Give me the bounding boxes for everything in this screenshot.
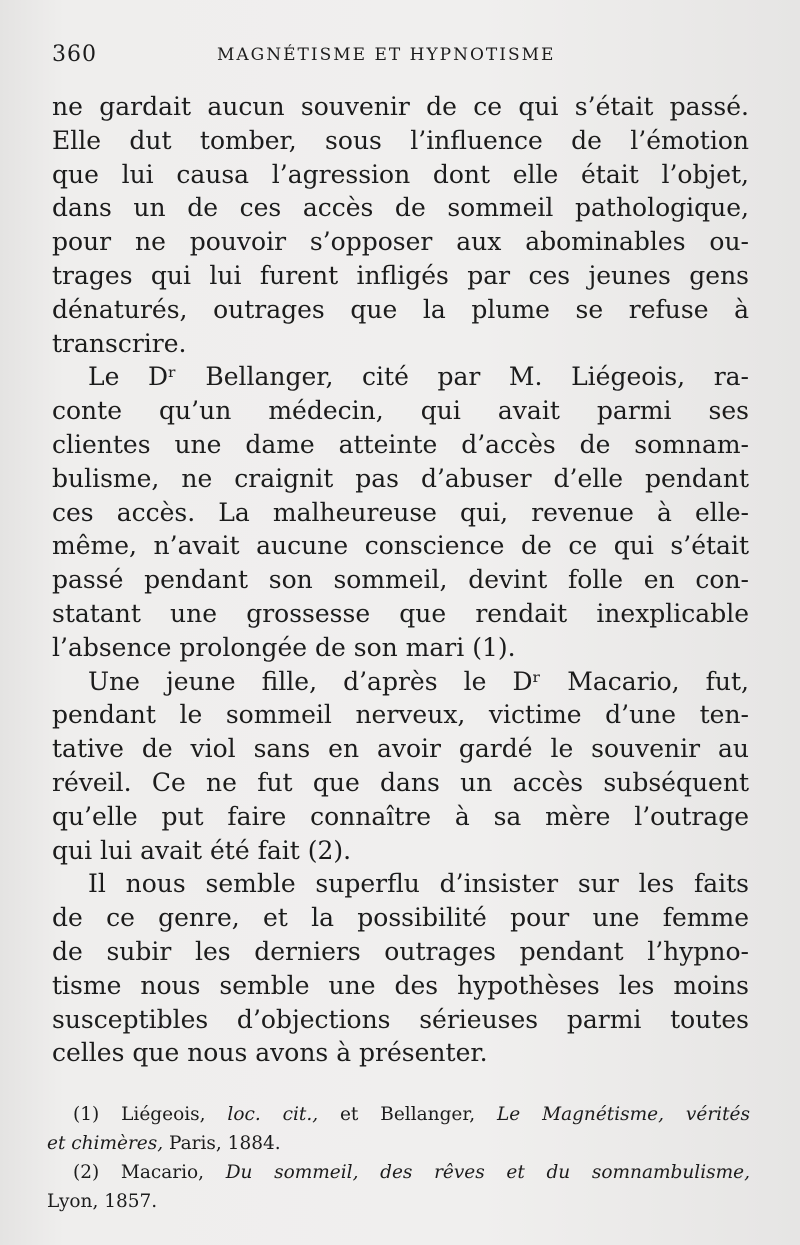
text-line: tisme nous semble une des hypothèses les moins (52, 970, 749, 1000)
page-header (52, 42, 752, 72)
text-line: Le Dʳ Bellanger, cité par M. Liégeois, ra- (88, 362, 749, 392)
text-line: Il nous semble superflu d’insister sur les faits (88, 869, 749, 899)
footnotes (47, 1100, 750, 1216)
text-line: qu’elle put faire connaître à sa mère l’outrage (52, 801, 749, 831)
text-line: trages qui lui furent infligés par ces jeunes gens (52, 260, 749, 290)
text-line: que lui causa l’agression dont elle était l’objet, (52, 159, 749, 189)
footnote-author: Macario, (120, 1162, 205, 1183)
text-line: de subir les derniers outrages pendant l’hypno- (52, 936, 749, 966)
text-line: Elle dut tomber, sous l’influence de l’émotion (52, 125, 749, 155)
footnote-title: Le Magnétisme, vérités (496, 1104, 750, 1125)
text-line: transcrire. (52, 328, 187, 358)
footnote-place-date: Paris, 1884. (169, 1133, 281, 1154)
footnote-text: et Bellanger, (339, 1104, 476, 1125)
text-line: pour ne pouvoir s’opposer aux abominables ou- (52, 227, 749, 257)
text-line: même, n’avait aucune conscience de ce qui s’était (52, 531, 749, 561)
page-number: 360 (52, 42, 97, 67)
text-line: tative de viol sans en avoir gardé le souvenir au (52, 734, 749, 764)
footnote-2 (47, 1158, 750, 1187)
footnote-marker: (1) (73, 1104, 100, 1125)
body-text (52, 90, 749, 1070)
text-line: statant une grossesse que rendait inexplicable (52, 598, 749, 628)
footnote-place-date: Lyon, 1857. (47, 1191, 158, 1212)
text-line: l’absence prolongée de son mari (1). (52, 632, 516, 662)
text-line: celles que nous avons à présenter. (52, 1038, 488, 1068)
text-line: réveil. Ce ne fut que dans un accès subséquent (52, 767, 749, 797)
text-line: ces accès. La malheureuse qui, revenue à elle- (52, 497, 749, 527)
running-head: MAGNÉTISME ET HYPNOTISME (217, 45, 556, 65)
text-line: pendant le sommeil nerveux, victime d’une ten- (52, 700, 749, 730)
text-line: qui lui avait été fait (2). (52, 835, 352, 865)
text-line: clientes une dame atteinte d’accès de somnam- (52, 429, 749, 459)
footnote-ref: loc. cit., (227, 1104, 319, 1125)
text-line: susceptibles d’objections sérieuses parmi toutes (52, 1004, 749, 1034)
text-line: passé pendant son sommeil, devint folle en con- (52, 565, 749, 595)
text-line: Une jeune fille, d’après le Dʳ Macario, fut, (88, 666, 749, 696)
footnote-title: et chimères, (47, 1133, 164, 1154)
text-line: de ce genre, et la possibilité pour une femme (52, 903, 749, 933)
footnote-1-continued (47, 1129, 750, 1158)
footnote-2-continued (47, 1187, 750, 1216)
text-line: conte qu’un médecin, qui avait parmi ses (52, 396, 749, 426)
footnote-title: Du sommeil, des rêves et du somnambulisme, (225, 1162, 750, 1183)
text-line: dénaturés, outrages que la plume se refuse à (52, 294, 749, 324)
footnote-marker: (2) (73, 1162, 100, 1183)
text-line: bulisme, ne craignit pas d’abuser d’elle pendant (52, 463, 749, 493)
footnote-author: Liégeois, (121, 1104, 206, 1125)
footnote-1 (47, 1100, 750, 1129)
text-line: ne gardait aucun souvenir de ce qui s’était passé. (52, 92, 749, 121)
text-line: dans un de ces accès de sommeil pathologique, (52, 193, 749, 223)
